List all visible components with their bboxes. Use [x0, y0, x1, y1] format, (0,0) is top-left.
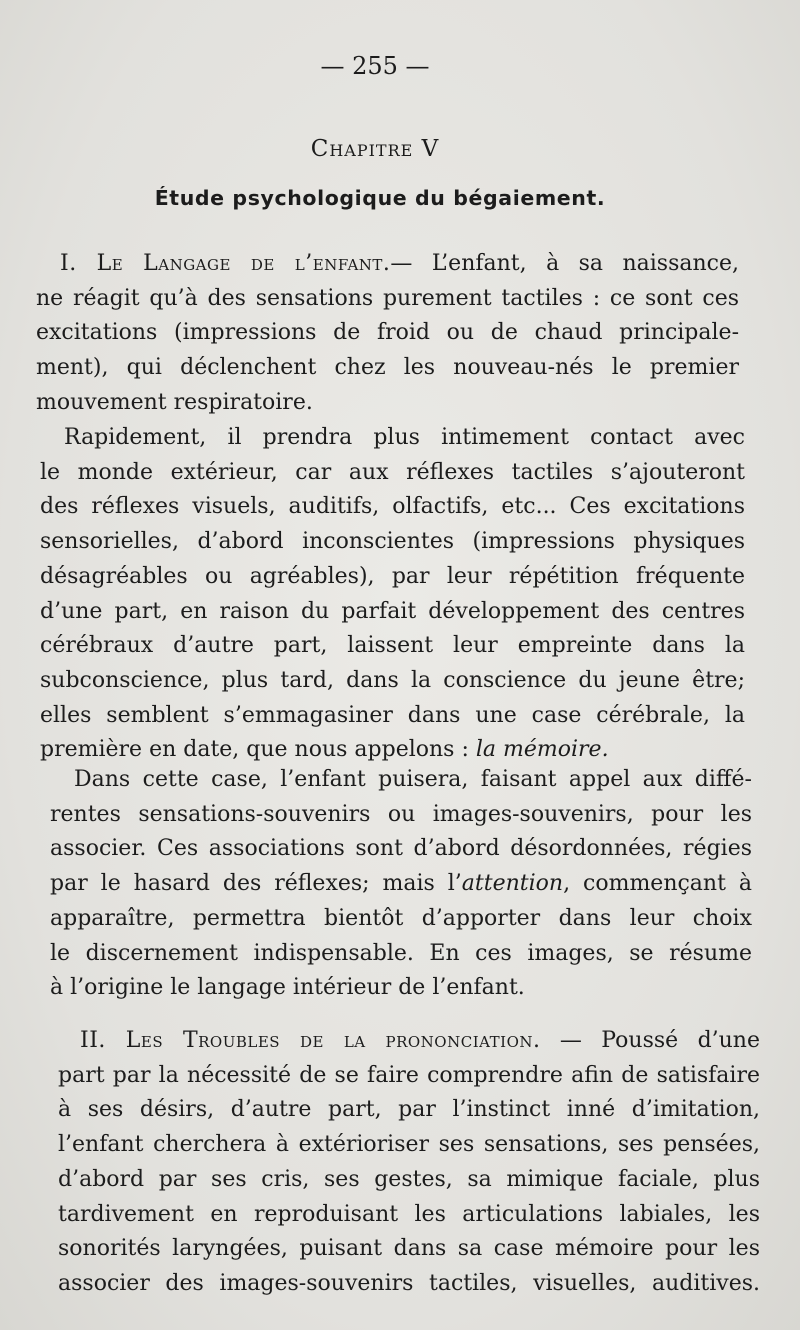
text-line: d’une part, en raison du parfait développement des centres — [40, 598, 745, 624]
text-line: rentes sensations-souvenirs ou images-souvenirs, pour les — [50, 801, 752, 827]
text-line: subconscience, plus tard, dans la conscience du jeune être; — [40, 667, 745, 693]
text-line: apparaître, permettra bientôt d’apporter dans leur choix — [50, 905, 752, 931]
text-line: sonorités laryngées, puisant dans sa case mémoire pour les — [58, 1236, 760, 1262]
text-line: l’enfant cherchera à extérioriser ses sensations, ses pensées, — [58, 1132, 760, 1158]
text-line: Dans cette case, l’enfant puisera, faisant appel aux diffé- — [74, 767, 752, 792]
text-line: ment), qui déclenchent chez les nouveau-nés le premier — [36, 355, 739, 381]
text-line: part par la nécessité de se faire comprendre afin de satisfaire — [58, 1062, 760, 1088]
paragraph-pronunciation-troubles — [58, 1024, 760, 1302]
text-line: Rapidement, il prendra plus intimement contact avec — [64, 425, 745, 450]
text-line: mouvement respiratoire. — [36, 389, 313, 415]
text-line: des réflexes visuels, auditifs, olfactifs, etc... Ces excitations — [40, 494, 745, 520]
text-line: le discernement indispensable. En ces images, se résume — [50, 940, 752, 966]
text-span: , commençant à — [563, 871, 752, 897]
emphasis-attention: attention — [461, 871, 564, 897]
text-line: associer des images-souvenirs tactiles, visuelles, auditives. — [58, 1270, 760, 1296]
text-line — [36, 247, 739, 282]
text-line: cérébraux d’autre part, laissent leur empreinte dans la — [40, 633, 745, 659]
section-title: Étude psychologique du bégaiement. — [154, 186, 606, 210]
text-span: première en date, que nous appelons : — [40, 737, 476, 763]
text-span: par le hasard des réflexes; mais l’ — [50, 871, 462, 897]
text-line: associer. Ces associations sont d’abord désordonnées, régies — [50, 836, 752, 862]
text-line: le monde extérieur, car aux réflexes tactiles s’ajouteront — [40, 459, 745, 485]
text-line — [50, 867, 752, 902]
text-line: à ses désirs, d’autre part, par l’instinct inné d’imitation, — [58, 1097, 760, 1123]
text-line: d’abord par ses cris, ses gestes, sa mimique faciale, plus — [58, 1166, 760, 1192]
text-line: ne réagit qu’à des sensations purement tactiles : ce sont ces — [36, 285, 739, 311]
chapter-heading: Chapitre V — [310, 136, 440, 162]
text-line — [58, 1024, 760, 1059]
text-line: à l’origine le langage intérieur de l’enfant. — [50, 975, 525, 1001]
paragraph-associations — [50, 763, 752, 1006]
text-span: — L’enfant, à sa naissance, — [390, 251, 740, 276]
emphasis-memory: la mémoire. — [475, 737, 609, 763]
text-line: désagréables ou agréables), par leur répétition fréquente — [40, 563, 745, 589]
section-heading-inline: I. Le Langage de l’enfant. — [60, 251, 391, 276]
text-line: excitations (impressions de froid ou de chaud principale- — [36, 320, 739, 346]
paragraph-reflexes — [40, 421, 745, 768]
text-line: tardivement en reproduisant les articulations labiales, les — [58, 1201, 760, 1227]
page-number: — 255 — — [320, 52, 430, 80]
text-line: sensorielles, d’abord inconscientes (impressions physiques — [40, 529, 745, 555]
section-heading-inline: II. Les Troubles de la prononciation. — [80, 1028, 541, 1053]
paragraph-language-of-child — [36, 247, 739, 421]
text-line: elles semblent s’emmagasiner dans une case cérébrale, la — [40, 702, 745, 728]
text-span: — Poussé d’une — [540, 1028, 760, 1053]
